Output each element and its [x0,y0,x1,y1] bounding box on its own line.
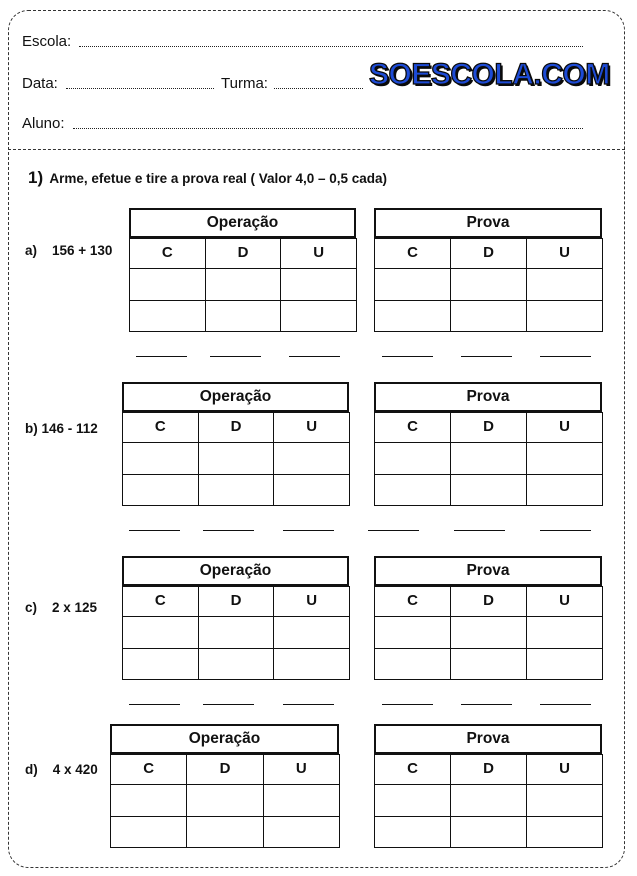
proof-cell[interactable] [527,649,603,680]
proof-table-title: Prova [374,724,602,754]
operation-grid [110,754,340,848]
answer-blank[interactable] [283,530,334,531]
operation-cell[interactable] [281,301,357,332]
student-field[interactable] [73,128,583,129]
school-label: Escola: [22,33,72,50]
proof-table-title: Prova [374,556,602,586]
operation-table-title: Operação [122,556,349,586]
answer-blank[interactable] [129,530,180,531]
proof-grid [374,754,603,848]
proof-cell[interactable] [527,785,603,817]
proof-grid [374,412,603,506]
answer-blank[interactable] [129,704,180,705]
proof-column-header: D [451,755,527,785]
proof-column-header: U [527,239,603,269]
proof-grid [374,238,603,332]
answer-blank[interactable] [382,356,433,357]
student-label: Aluno: [22,115,65,132]
operation-column-header: U [281,239,357,269]
operation-cell[interactable] [264,785,340,817]
operation-column-header: C [123,587,199,617]
proof-cell[interactable] [375,269,451,301]
operation-cell[interactable] [187,785,263,817]
answer-blank[interactable] [283,704,334,705]
instruction-text: Arme, efetue e tire a prova real ( Valor 4,0 – 0,5 cada) [49,171,388,186]
proof-column-header: D [451,239,527,269]
question-label: c) 2 x 125 [25,600,98,615]
operation-column-header: U [274,587,350,617]
class-label: Turma: [221,75,268,92]
answer-blank[interactable] [136,356,187,357]
operation-cell[interactable] [199,649,275,680]
proof-column-header: D [451,587,527,617]
operation-cell[interactable] [123,617,199,649]
date-field[interactable] [66,88,214,89]
proof-cell[interactable] [527,817,603,848]
operation-grid [122,412,350,506]
proof-cell[interactable] [451,475,527,506]
instruction-title [28,168,387,188]
operation-column-header: U [264,755,340,785]
proof-cell[interactable] [375,649,451,680]
operation-cell[interactable] [123,649,199,680]
proof-cell[interactable] [375,443,451,475]
question-label: d) 4 x 420 [25,762,98,777]
answer-blank[interactable] [540,530,591,531]
operation-cell[interactable] [274,649,350,680]
operation-cell[interactable] [130,301,206,332]
proof-cell[interactable] [451,817,527,848]
proof-grid [374,586,603,680]
proof-cell[interactable] [375,475,451,506]
answer-blank[interactable] [461,356,512,357]
proof-cell[interactable] [375,617,451,649]
proof-cell[interactable] [375,817,451,848]
proof-cell[interactable] [375,785,451,817]
operation-grid [129,238,357,332]
proof-cell[interactable] [451,785,527,817]
operation-cell[interactable] [206,301,282,332]
proof-cell[interactable] [527,301,603,332]
proof-column-header: D [451,413,527,443]
operation-column-header: D [199,587,275,617]
proof-column-header: U [527,755,603,785]
question-label: b) 146 - 112 [25,421,98,436]
answer-blank[interactable] [461,704,512,705]
operation-column-header: D [187,755,263,785]
operation-cell[interactable] [274,443,350,475]
header-separator [8,149,625,150]
operation-cell[interactable] [199,443,275,475]
operation-cell[interactable] [264,817,340,848]
operation-table-title: Operação [110,724,339,754]
proof-cell[interactable] [451,617,527,649]
answer-blank[interactable] [540,704,591,705]
operation-column-header: D [206,239,282,269]
proof-table-title: Prova [374,208,602,238]
proof-cell[interactable] [451,649,527,680]
proof-column-header: C [375,239,451,269]
operation-cell[interactable] [199,475,275,506]
operation-column-header: D [199,413,275,443]
answer-blank[interactable] [210,356,261,357]
proof-cell[interactable] [451,269,527,301]
operation-cell[interactable] [123,475,199,506]
proof-table-title: Prova [374,382,602,412]
question-label: a) 156 + 130 [25,243,113,258]
proof-column-header: C [375,587,451,617]
proof-cell[interactable] [451,443,527,475]
proof-column-header: C [375,413,451,443]
proof-column-header: C [375,755,451,785]
answer-blank[interactable] [368,530,419,531]
proof-cell[interactable] [527,475,603,506]
answer-blank[interactable] [203,704,254,705]
operation-table-title: Operação [129,208,356,238]
school-field[interactable] [79,46,583,47]
date-label: Data: [22,75,58,92]
instruction-number: 1) [28,168,44,187]
operation-column-header: C [111,755,187,785]
class-field[interactable] [274,88,363,89]
proof-cell[interactable] [527,443,603,475]
operation-column-header: C [123,413,199,443]
soescola-logo: SOESCOLA.COM [369,58,610,91]
operation-table-title: Operação [122,382,349,412]
proof-cell[interactable] [451,301,527,332]
operation-cell[interactable] [111,817,187,848]
proof-column-header: U [527,587,603,617]
proof-cell[interactable] [527,269,603,301]
operation-cell[interactable] [206,269,282,301]
answer-blank[interactable] [454,530,505,531]
operation-cell[interactable] [274,475,350,506]
operation-cell[interactable] [199,617,275,649]
operation-cell[interactable] [130,269,206,301]
operation-cell[interactable] [281,269,357,301]
operation-grid [122,586,350,680]
operation-cell[interactable] [187,817,263,848]
proof-column-header: U [527,413,603,443]
proof-cell[interactable] [375,301,451,332]
proof-cell[interactable] [527,617,603,649]
operation-cell[interactable] [123,443,199,475]
answer-blank[interactable] [289,356,340,357]
operation-column-header: U [274,413,350,443]
operation-column-header: C [130,239,206,269]
operation-cell[interactable] [274,617,350,649]
answer-blank[interactable] [540,356,591,357]
answer-blank[interactable] [203,530,254,531]
answer-blank[interactable] [382,704,433,705]
operation-cell[interactable] [111,785,187,817]
